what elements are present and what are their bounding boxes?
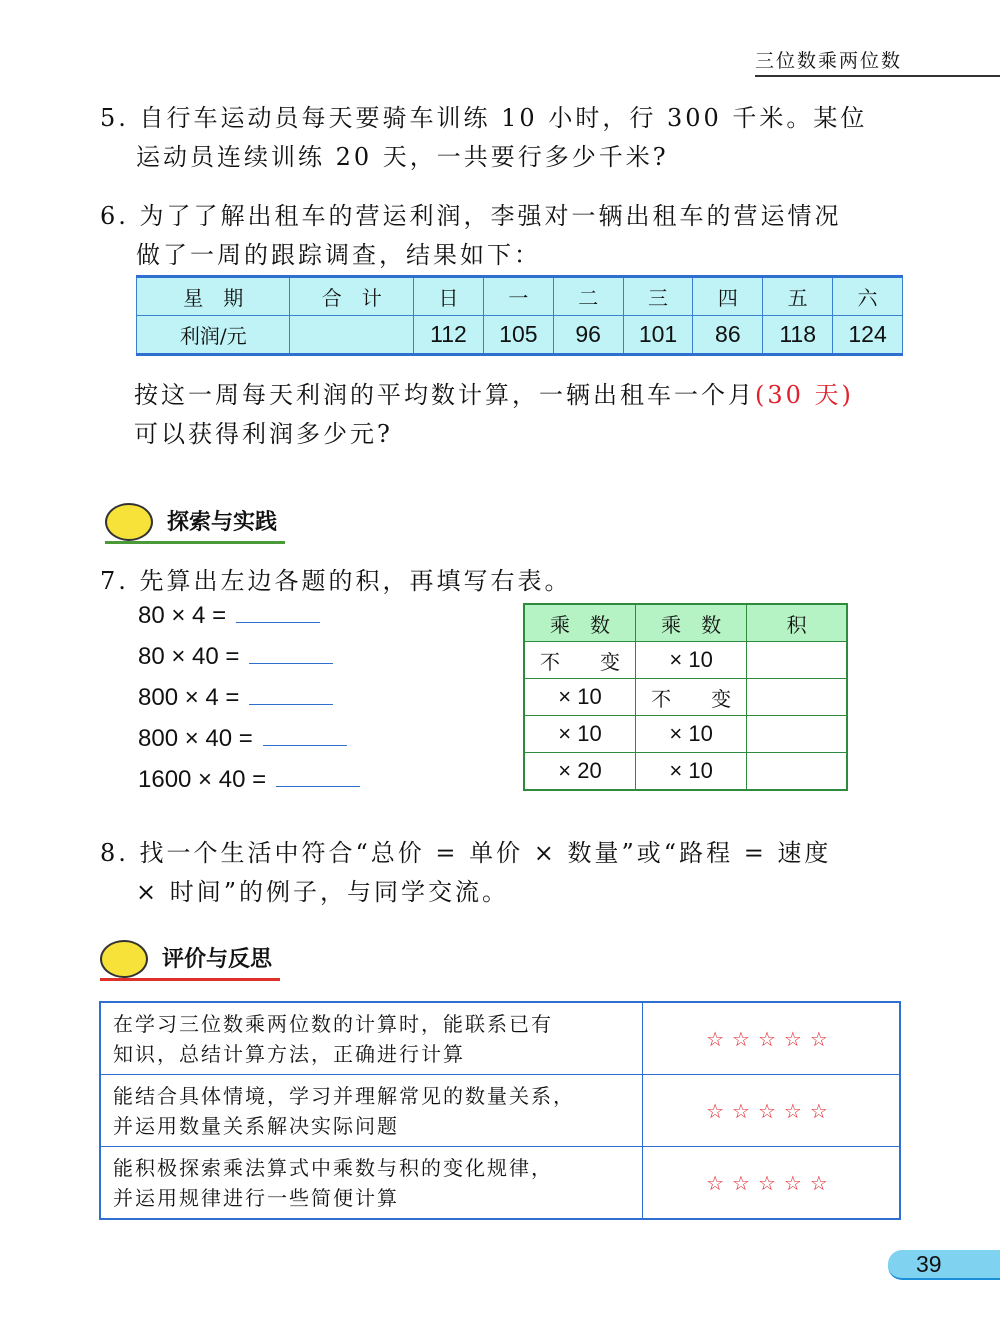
multiplication-table-header (524, 604, 847, 642)
header-cell: 合 计 (290, 277, 414, 316)
section-badge-explore (105, 503, 285, 544)
header-cell: 五 (763, 277, 833, 316)
value-cell: 101 (623, 316, 693, 355)
problem8-line2: × 时间”的例子，与同学交流。 (136, 878, 510, 906)
product-cell[interactable] (747, 753, 847, 791)
header-cell: 一 (483, 277, 553, 316)
total-cell (290, 316, 414, 355)
header-cell: 星 期 (137, 277, 290, 316)
equation (138, 684, 333, 712)
self-evaluation-table (99, 1001, 901, 1220)
cell: × 10 (635, 642, 746, 679)
profit-table-row (137, 316, 903, 355)
value-cell: 118 (763, 316, 833, 355)
evaluation-row (100, 1002, 900, 1075)
evaluation-row (100, 1075, 900, 1147)
answer-blank[interactable] (236, 602, 320, 623)
equation (138, 766, 360, 794)
star-rating[interactable]: ☆☆☆☆☆ (642, 1075, 900, 1147)
problem6-line1: 6. 为了了解出租车的营运利润，李强对一辆出租车的营运情况 (100, 202, 842, 230)
problem6-line2: 做了一周的跟踪调查，结果如下： (136, 241, 541, 269)
problem5-line2: 运动员连续训练 20 天，一共要行多少千米? (136, 143, 669, 171)
chapter-header (755, 46, 1000, 77)
equation-text: 80 × 40 = (138, 643, 240, 670)
star-rating[interactable]: ☆☆☆☆☆ (642, 1002, 900, 1075)
equation (138, 725, 347, 753)
product-cell[interactable] (747, 679, 847, 716)
table-row (524, 679, 847, 716)
section-label: 评价与反思 (162, 946, 273, 972)
header-cell: 二 (553, 277, 623, 316)
equation-text: 800 × 40 = (138, 725, 253, 752)
header-cell: 四 (693, 277, 763, 316)
cell: 不 变 (635, 679, 746, 716)
value-cell: 105 (483, 316, 553, 355)
product-cell[interactable] (747, 716, 847, 753)
cell: × 10 (524, 679, 635, 716)
product-cell[interactable] (747, 642, 847, 679)
equation-text: 1600 × 40 = (138, 766, 267, 793)
evaluation-text: 在学习三位数乘两位数的计算时，能联系已有 知识，总结计算方法，正确进行计算 (100, 1002, 642, 1075)
equation (138, 643, 333, 671)
evaluation-text: 能结合具体情境，学习并理解常见的数量关系， 并运用数量关系解决实际问题 (100, 1075, 642, 1147)
table-row (524, 642, 847, 679)
equation (138, 602, 320, 630)
header-cell: 六 (833, 277, 903, 316)
cell: × 10 (635, 753, 746, 791)
header-cell: 三 (623, 277, 693, 316)
row-label: 利润/元 (137, 316, 290, 355)
section-label: 探索与实践 (167, 509, 278, 535)
value-cell: 124 (833, 316, 903, 355)
equation-text: 80 × 4 = (138, 602, 227, 629)
profit-table-header (137, 277, 903, 316)
cell: × 20 (524, 753, 635, 791)
header-cell: 日 (414, 277, 484, 316)
evaluation-text: 能积极探索乘法算式中乘数与积的变化规律， 并运用规律进行一些简便计算 (100, 1147, 642, 1220)
section-badge-reflect (100, 940, 280, 981)
header-cell: 乘 数 (635, 604, 746, 642)
table-row (524, 716, 847, 753)
problem6-question-line1 (134, 375, 854, 410)
cell: × 10 (635, 716, 746, 753)
value-cell: 86 (693, 316, 763, 355)
page-number-tab (888, 1250, 1000, 1280)
page-number: 39 (916, 1251, 942, 1277)
value-cell: 112 (414, 316, 484, 355)
header-cell: 积 (747, 604, 847, 642)
header-cell: 乘 数 (524, 604, 635, 642)
problem8-line1: 8. 找一个生活中符合“总价 = 单价 × 数量”或“路程 = 速度 (100, 839, 832, 867)
value-cell: 96 (553, 316, 623, 355)
chick-mascot-icon (100, 940, 148, 978)
answer-blank[interactable] (276, 766, 360, 787)
question-text: 按这一周每天利润的平均数计算，一辆出租车一个月 (134, 381, 755, 409)
answer-blank[interactable] (249, 684, 333, 705)
cell: × 10 (524, 716, 635, 753)
problem6-question-line2: 可以获得利润多少元? (134, 420, 393, 448)
answer-blank[interactable] (263, 725, 347, 746)
multiplication-table (523, 603, 848, 791)
question-highlight: (30 天) (755, 381, 854, 409)
equation-text: 800 × 4 = (138, 684, 240, 711)
table-row (524, 753, 847, 791)
problem5-line1: 5. 自行车运动员每天要骑车训练 10 小时，行 300 千米。某位 (100, 104, 868, 132)
answer-blank[interactable] (249, 643, 333, 664)
profit-table (136, 275, 903, 356)
star-rating[interactable]: ☆☆☆☆☆ (642, 1147, 900, 1220)
chapter-title: 三位数乘两位数 (755, 50, 903, 72)
cell: 不 变 (524, 642, 635, 679)
chick-mascot-icon (105, 503, 153, 541)
evaluation-row (100, 1147, 900, 1220)
problem7-prompt: 7. 先算出左边各题的积，再填写右表。 (100, 567, 572, 595)
